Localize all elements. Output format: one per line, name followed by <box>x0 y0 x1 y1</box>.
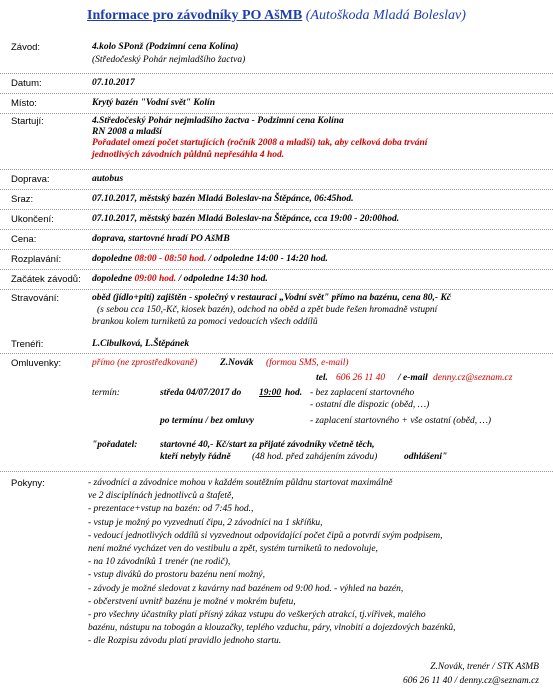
email-label: / e-mail <box>398 373 428 383</box>
stravovani-line3: brankou kolem turniketů za pomoci vedoucích všech oddílů <box>92 317 318 327</box>
label-datum: Datum: <box>11 78 42 89</box>
startuji-line1: 4.Středočeský Pohár nejmladšího žactva - Podzimní cena Kolína <box>92 116 344 126</box>
datum-value: 07.10.2017 <box>92 78 135 88</box>
row-sraz <box>0 190 553 210</box>
poradatel-line2c: odhlášeni" <box>404 452 448 462</box>
row-datum <box>0 74 553 94</box>
pokyny-item: - vstup je možný po vyzvednutí čipu, 2 závodníci na 1 skříňku, <box>88 517 323 528</box>
label-omluvenky: Omluvenky: <box>11 358 62 369</box>
zacatek-c: / odpoledne 14:30 hod. <box>178 274 268 284</box>
label-zacatek: Začátek závodů: <box>11 274 81 285</box>
tel-label: tel. <box>316 373 328 383</box>
label-rozplavani: Rozplavání: <box>11 254 62 265</box>
termin-label: termín: <box>92 388 120 398</box>
poradatel-label: "pořadatel: <box>92 440 138 450</box>
omluvenky-direct: přímo (ne zprostředkovaně) <box>92 358 198 368</box>
row-treneri <box>0 336 553 354</box>
row-startuji <box>0 114 553 170</box>
cena-value: doprava, startovné hradí PO AšMB <box>92 234 230 244</box>
pokyny-item: - vstup diváků do prostoru bazénu není možný, <box>88 570 265 581</box>
zavod-line1: 4.kolo SPonž (Podzimní cena Kolína) <box>92 42 239 52</box>
pokyny-item: ve 2 disciplínách jednotlivců a štafetě, <box>88 491 234 502</box>
label-startuji: Startují: <box>11 116 44 127</box>
row-doprava <box>0 170 553 190</box>
misto-value: Krytý bazén "Vodní svět" Kolín <box>92 98 215 108</box>
label-cena: Cena: <box>11 234 37 245</box>
row-rozplavani <box>0 250 553 270</box>
pokyny-item: není možné vycházet ven do vestibulu a zpět, systém turniketů to nedovoluje, <box>88 544 378 554</box>
label-ukonceni: Ukončení: <box>11 214 54 225</box>
label-doprava: Doprava: <box>11 174 50 185</box>
label-sraz: Sraz: <box>11 194 34 205</box>
pokyny-item: - dle Rozpisu závodu platí pravidlo jednoho startu. <box>88 636 282 647</box>
zavod-line2: (Středočeský Pohár nejmladšího žactva) <box>92 55 246 65</box>
row-misto <box>0 94 553 114</box>
pokyny-item: - závodníci a závodnice mohou v každém soutěžním půldnu startovat maximálně <box>88 478 393 488</box>
poradatel-line1: startovné 40,- Kč/start za přijaté závodníky včetně těch, <box>160 440 375 450</box>
poradatel-line2b: (48 hod. před zahájením závodu) <box>252 452 378 462</box>
ukonceni-value: 07.10.2017, městský bazén Mladá Boleslav-na Štěpánce, cca 19:00 - 20:00hod. <box>92 214 400 224</box>
pokyny-item: - na 10 závodníků 1 trenér (ne rodič), <box>88 557 231 568</box>
pokyny-item: - závody je možné sledovat z kavárny nad bazénem od 9:00 hod. - výhled na bazén, <box>88 583 404 594</box>
stravovani-line2: (s sebou cca 150,-Kč, kiosek bazén), odchod na oběd a zpět bude řešen hromadně vstupní <box>97 305 438 315</box>
termin-hod: hod. <box>285 388 303 398</box>
page-title <box>0 8 553 24</box>
omluvenky-name: Z.Novák <box>220 358 254 368</box>
pokyny-item: bazénu, nástupu na tobogán a klouzačky, teplého vzduchu, páry, vlnobití a dojezdových bazénků, <box>88 623 456 634</box>
pokyny-item: - vedoucí jednotlivých oddílů si vyzvednout odpovídající počet čipů a potvrdí svým podpisem, <box>88 530 443 541</box>
footer-signature: Z.Novák, trenér / STK AšMB <box>430 662 539 672</box>
tel-number: 606 26 11 40 <box>336 373 386 383</box>
title-subtitle: (Autoškoda Mladá Boleslav) <box>305 8 466 23</box>
zacatek-value <box>92 274 268 284</box>
label-zavod: Závod: <box>11 42 41 53</box>
doprava-value: autobus <box>92 174 124 184</box>
row-cena <box>0 230 553 250</box>
row-ukonceni <box>0 210 553 230</box>
rozplavani-value <box>92 254 328 264</box>
poradatel-line2a: kteří nebyly řádně <box>160 452 231 462</box>
row-zavod <box>0 40 553 74</box>
sraz-value: 07.10.2017, městský bazén Mladá Boleslav-na Štěpánce, 06:45hod. <box>92 194 354 204</box>
label-pokyny: Pokyny: <box>11 478 45 489</box>
termin-time: 19:00 <box>259 388 282 398</box>
label-misto: Místo: <box>11 98 37 109</box>
startuji-red1: Pořadatel omezí počet startujících (ročník 2008 a mladší) tak, aby celková doba trvání <box>92 138 428 148</box>
po-terminu-note: - zaplacení startovného + vše ostatní (oběd, …) <box>310 416 492 426</box>
termin-note1: - bez zaplacení startovného <box>310 388 415 398</box>
treneri-value: L.Cibulková, L.Štěpánek <box>92 339 190 349</box>
omluvenky-form: (formou SMS, e-mail) <box>266 358 349 368</box>
rozplavani-b: 08:00 - 08:50 hod. <box>134 254 207 264</box>
termin-note2: - ostatní dle dispozic (oběd, …) <box>310 400 430 410</box>
rozplavani-c: / odpoledne 14:00 - 14:20 hod. <box>208 254 328 264</box>
label-stravovani: Stravování: <box>11 293 60 304</box>
termin-date: středa 04/07/2017 do <box>160 388 242 398</box>
po-terminu: po termínu / bez omluvy <box>160 416 254 426</box>
pokyny-item: - pro všechny účastníky platí přísný zákaz vstupu do veškerých atrakcí, tj.vířivek, malého <box>88 610 426 620</box>
row-zacatek <box>0 270 553 290</box>
pokyny-item: - prezentace+vstup na bazén: od 7:45 hod., <box>88 504 254 515</box>
zacatek-a: dopoledne <box>92 274 133 284</box>
title-main: Informace pro závodníky PO AšMB <box>87 8 303 23</box>
row-pokyny <box>0 474 553 650</box>
pokyny-item: - občerstvení uvnitř bazénu je možné v mokrém bufetu, <box>88 596 296 607</box>
rozplavani-a: dopoledne <box>92 254 133 264</box>
email-link[interactable]: denny.cz@seznam.cz <box>433 373 513 383</box>
row-stravovani <box>0 290 553 334</box>
row-omluvenky <box>0 354 553 472</box>
label-treneri: Trenéři: <box>11 339 44 350</box>
footer-contact: 606 26 11 40 / denny.cz@seznam.cz <box>402 676 539 686</box>
startuji-line2: RN 2008 a mladší <box>92 127 162 137</box>
zacatek-b: 09:00 hod. <box>134 274 177 284</box>
startuji-red2: jednotlivých závodních půldnů nepřesáhla 4 hod. <box>92 150 285 160</box>
stravovani-line1: oběd (jídlo+pití) zajištěn - společný v restauraci „Vodní svět" přímo na bazénu, cena 80,- Kč <box>92 293 452 303</box>
